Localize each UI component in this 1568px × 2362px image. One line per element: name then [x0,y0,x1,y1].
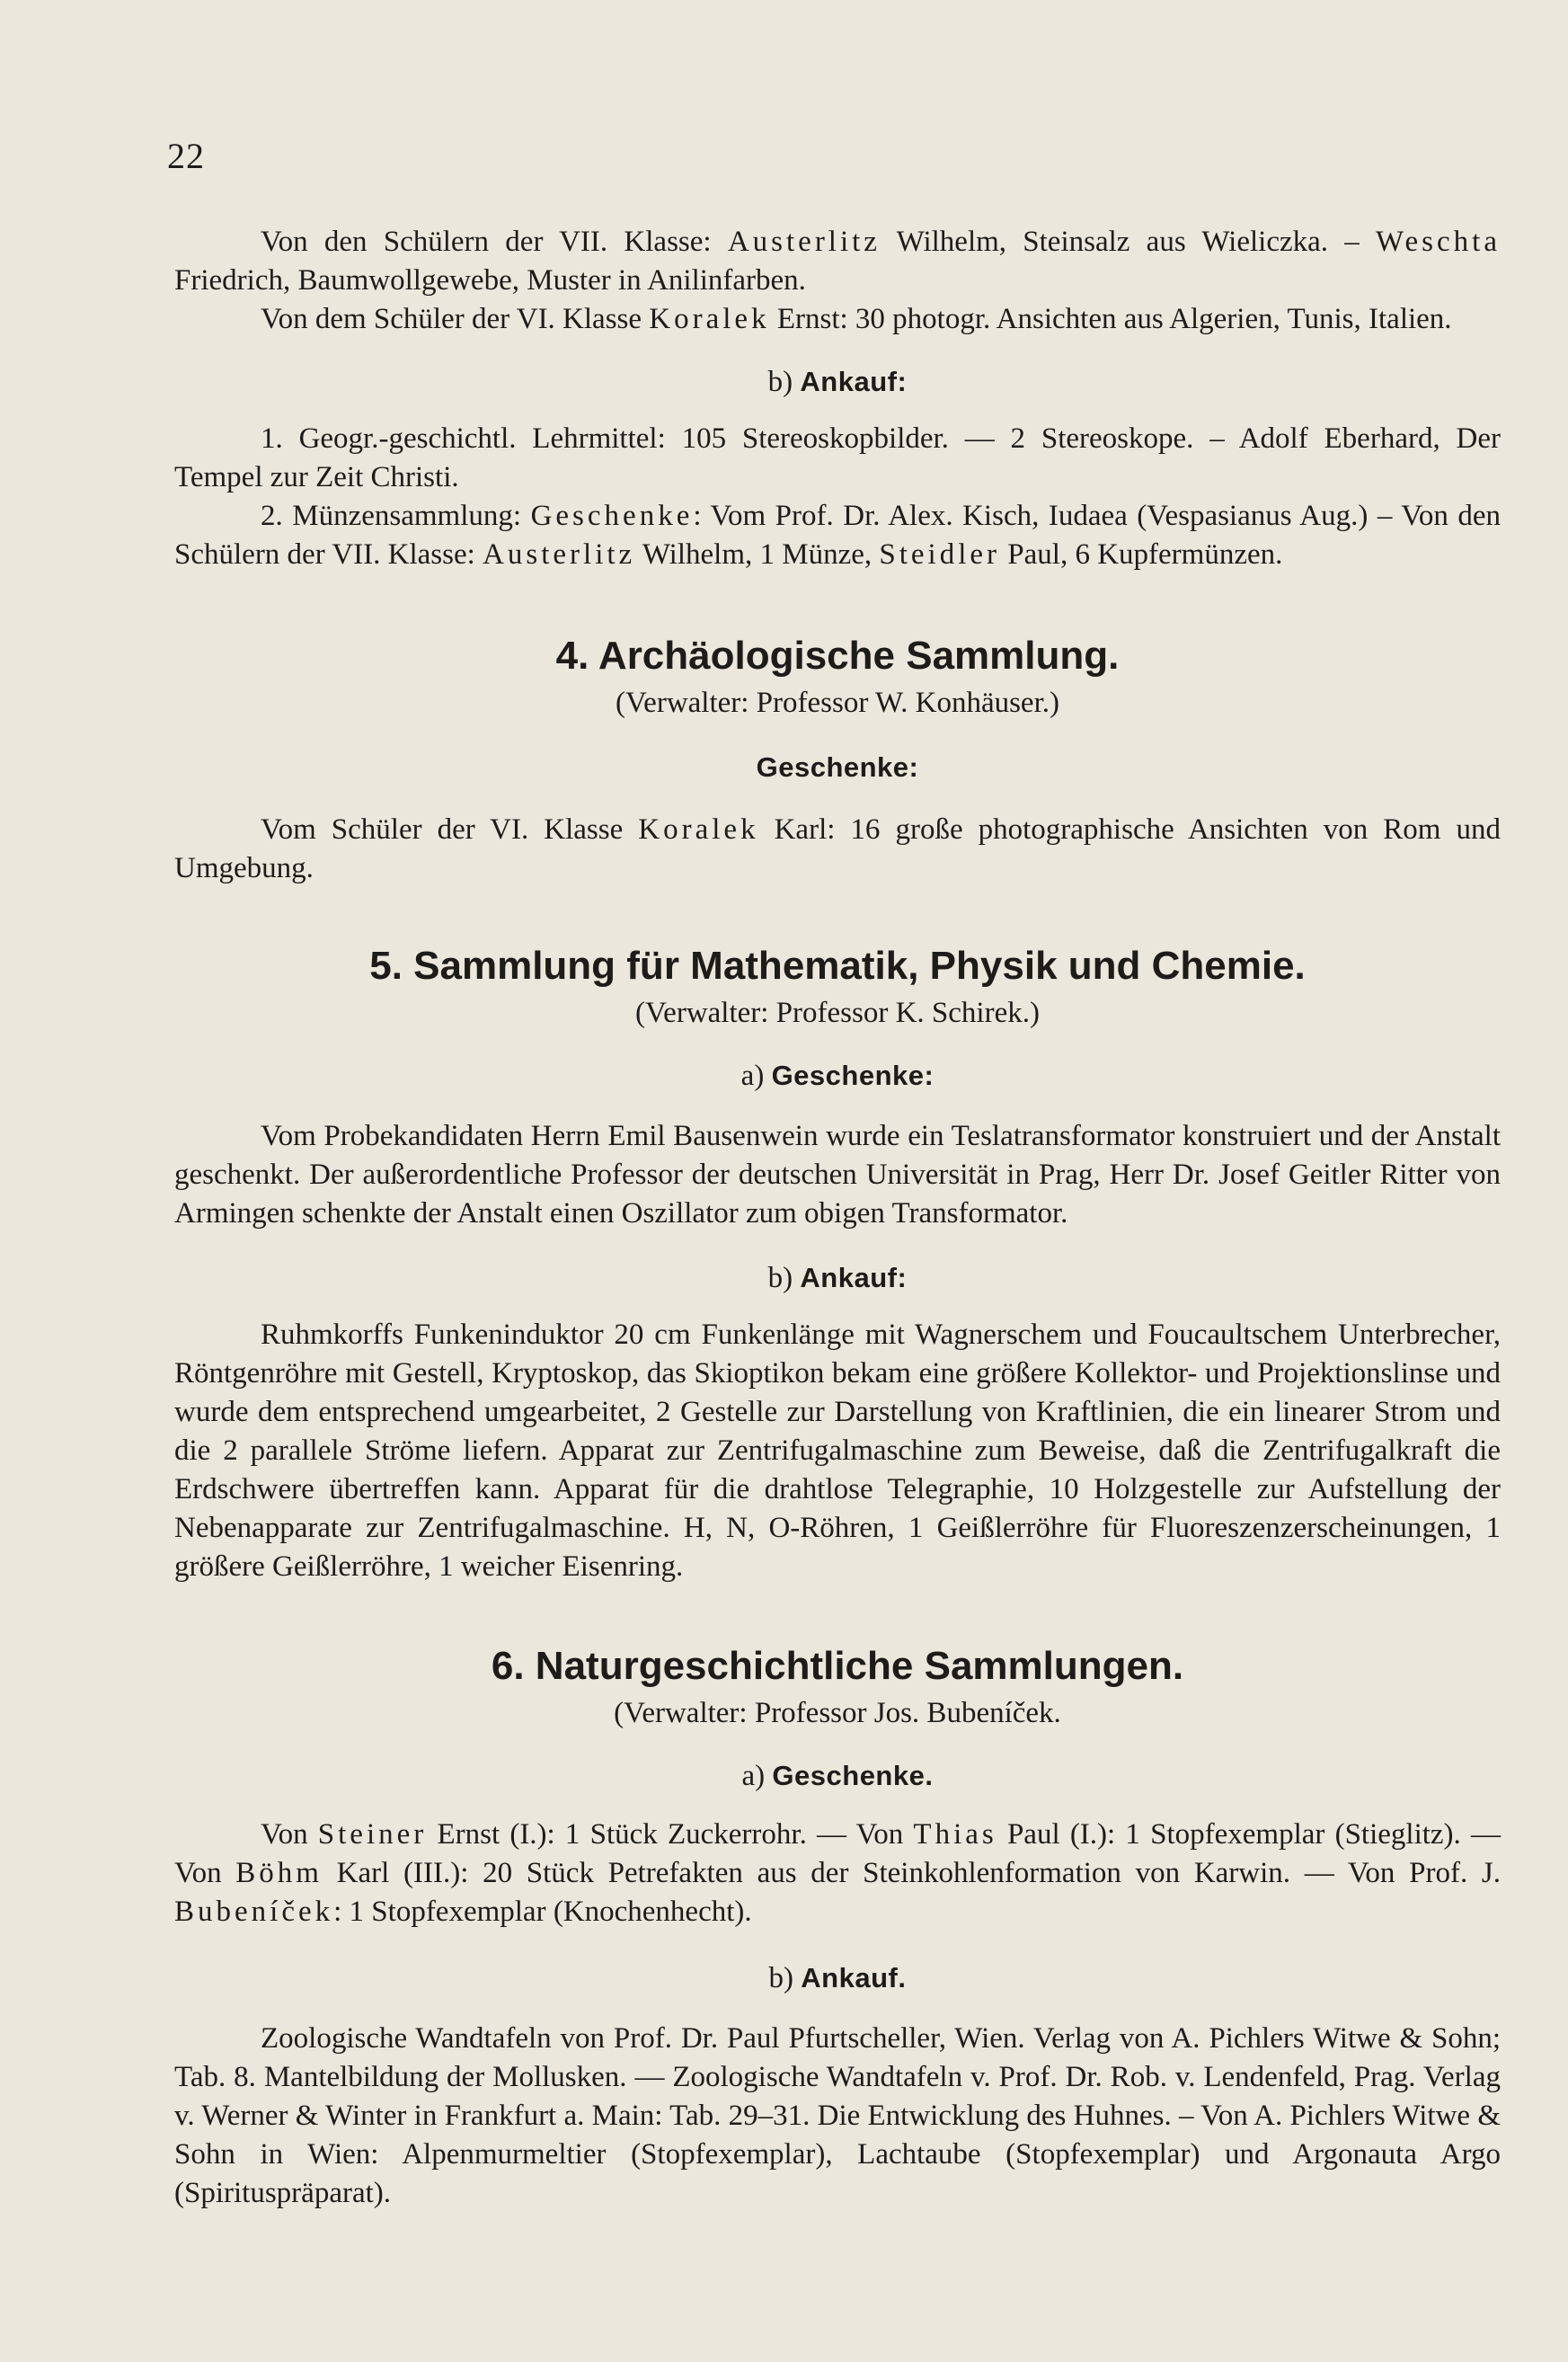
paragraph-gifts-vi: Von dem Schüler der VI. Klasse Koralek Ernst: 30 photogr. Ansichten aus Algerien, Tunis, Italien. [261,303,1452,335]
section-heading-math-physics: 5. Sammlung für Mathematik, Physik und Chemie. [369,944,1306,988]
section-admin: (Verwalter: Professor W. Konhäuser.) [616,687,1059,719]
subheading-purchase: b) Ankauf: [767,1262,908,1294]
spaced-name: Koralek [638,813,759,846]
paragraph-natural-history-gift: Von Steiner Ernst (I.): 1 Stück Zuckerrohr. — Von Thias Paul (I.): 1 Stopfexemplar (Stieglitz). — Von Böhm Karl (III.): 20 Stück Petrefakten aus der Steinkohlenformation von Karwin. — Von Prof. J. Bubeníček: 1 Stopfexemplar (Knochenhecht). [174,1818,1502,1928]
subheading-gifts: a) Geschenke: [740,1060,935,1092]
spaced-word: Geschenke [530,500,694,532]
page-content [174,223,1501,2213]
subheading-gifts: Geschenke: [756,751,919,783]
section-heading-natural-history: 6. Naturgeschichtliche Sammlungen. [491,1644,1184,1688]
spaced-name: Austerlitz [483,538,636,571]
subheading-gifts: a) Geschenke. [741,1760,934,1792]
subheading-purchase: b) Ankauf. [768,1962,907,1994]
spaced-name: Steiner [317,1818,428,1851]
paragraph-gifts-vii: Von den Schülern der VII. Klasse: Austerlitz Wilhelm, Steinsalz aus Wieliczka. – Weschta Friedrich, Baumwollgewebe, Muster in Anilinfarben. [174,226,1501,297]
spaced-name: Weschta [1376,226,1501,258]
section-heading-archaeology: 4. Archäologische Sammlung. [555,634,1120,678]
paragraph-physics-purchase: Ruhmkorffs Funkeninduktor 20 cm Funkenlänge mit Wagnerschem und Foucaultschem Unterbrecher, Röntgenröhre mit Gestell, Kryptoskop, das Skioptikon bekam eine größere Kollektor- und Projektionslinse und wurde dem entsprechend umgearbeitet, 2 Gestelle zur Darstellung von Kraftlinien, die ein linearer Strom und die 2 parallele Ströme liefern. Apparat zur Zentrifugalmaschine zum Beweise, daß die Zentrifugalkraft die Erdschwere übertreffen kann. Apparat für die drahtlose Telegraphie, 10 Holzgestelle zur Aufstellung der Nebenapparate zur Zentrifugalmaschine. H, N, O-Röhren, 1 Geißlerröhre für Fluoreszenzerscheinungen, 1 größere Geißlerröhre, 1 weicher Eisenring. [174,1319,1501,1583]
page-number: 22 [167,136,205,176]
spaced-name: Thias [913,1818,997,1851]
section-admin: (Verwalter: Professor Jos. Bubeníček. [614,1697,1061,1729]
paragraph-coin-collection: 2. Münzensammlung: Geschenke: Vom Prof. Dr. Alex. Kisch, Iudaea (Vespasianus Aug.) – Von den Schülern der VII. Klasse: Austerlitz Wilhelm, 1 Münze, Steidler Paul, 6 Kupfermünzen. [174,500,1501,571]
subheading-purchase: b) Ankauf: [767,366,908,398]
section-admin: (Verwalter: Professor K. Schirek.) [635,997,1040,1029]
spaced-name: Steidler [879,538,1001,571]
spaced-name: Böhm [235,1857,323,1889]
spaced-name: Austerlitz [727,226,881,258]
spaced-name: Bubeníček [174,1896,334,1928]
spaced-name: Koralek [649,303,770,335]
paragraph-teaching-aids: 1. Geogr.-geschichtl. Lehrmittel: 105 Stereoskopbilder. — 2 Stereoskope. – Adolf Eberhard, Der Tempel zur Zeit Christi. [174,422,1501,493]
paragraph-archaeology-gift: Vom Schüler der VI. Klasse Koralek Karl: 16 große photographische Ansichten von Rom und Umgebung. [174,813,1502,884]
paragraph-natural-history-purchase: Zoologische Wandtafeln von Prof. Dr. Paul Pfurtscheller, Wien. Verlag von A. Pichlers Witwe & Sohn; Tab. 8. Mantelbildung der Mollusken. — Zoologische Wandtafeln v. Prof. Dr. Rob. v. Lendenfeld, Prag. Verlag v. Werner & Winter in Frankfurt a. Main: Tab. 29–31. Die Entwicklung des Huhnes. – Von A. Pichlers Witwe & Sohn in Wien: Alpenmurmeltier (Stopfexemplar), Lachtaube (Stopfexemplar) und Argonauta Argo (Spirituspräparat). [174,2022,1501,2209]
paragraph-physics-gift: Vom Probekandidaten Herrn Emil Bausenwein wurde ein Teslatransformator konstruiert und der Anstalt geschenkt. Der außerordentliche Professor der deutschen Universität in Prag, Herr Dr. Josef Geitler Ritter von Armingen schenkte der Anstalt einen Oszillator zum obigen Transformator. [174,1120,1501,1230]
